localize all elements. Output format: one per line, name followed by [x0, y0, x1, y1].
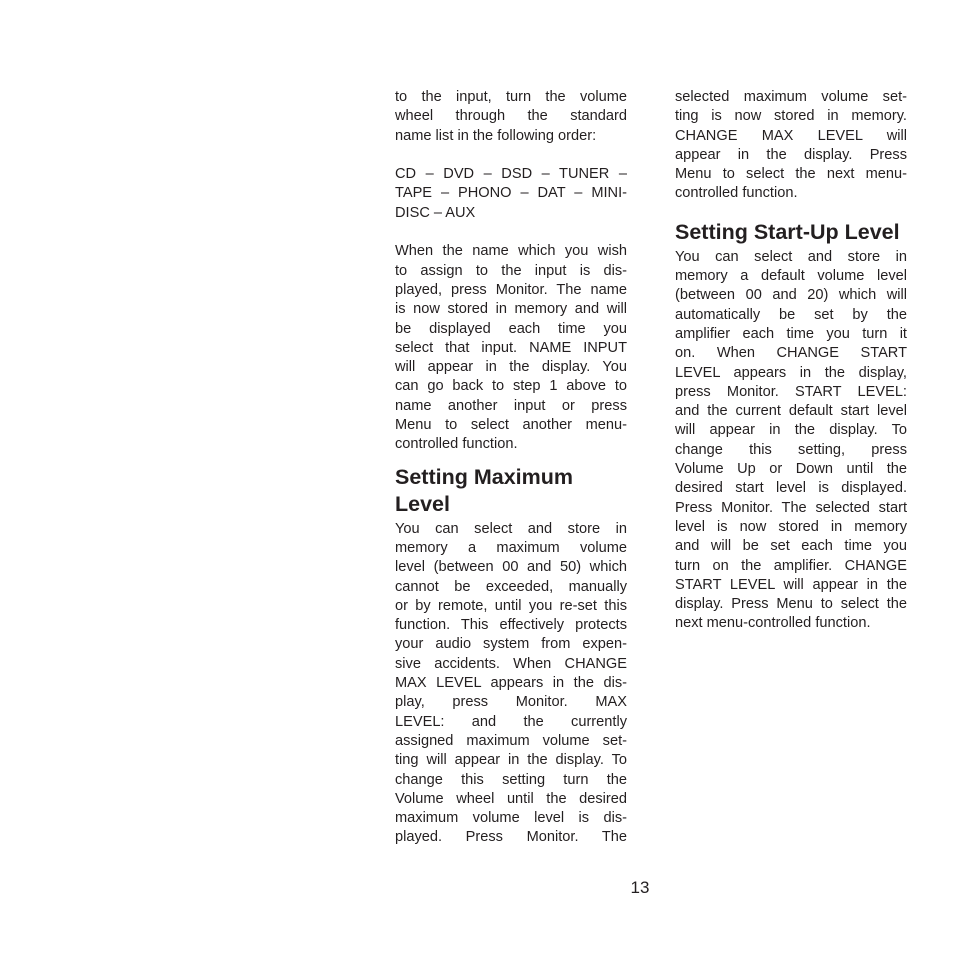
text-line: change this setting turn the — [395, 771, 627, 788]
paragraph-start-up-level — [675, 248, 907, 634]
page-number: 13 — [630, 878, 650, 897]
text-line: wheel through the standard — [395, 108, 627, 125]
text-line: Volume wheel until the desired — [395, 790, 627, 807]
text-line: level is now stored in memory — [675, 518, 907, 535]
text-line: CD – DVD – DSD – TUNER – — [395, 166, 627, 183]
text-line: is now stored in memory and will — [395, 301, 627, 318]
text-line: memory a maximum volume — [395, 539, 627, 556]
text-line: function. This effectively protects — [395, 617, 627, 634]
text-line: Menu to select the next menu- — [675, 166, 907, 183]
right-column — [675, 88, 907, 634]
text-line: or by remote, until you re-set this — [395, 597, 627, 614]
paragraph-maximum-level — [395, 520, 627, 848]
text-line: level (between 00 and 50) which — [395, 559, 627, 576]
text-line: play, press Monitor. MAX — [395, 694, 627, 711]
text-line: to assign to the input is dis- — [395, 262, 627, 279]
text-line: Press Monitor. The selected start — [675, 499, 907, 516]
text-line: Volume Up or Down until the — [675, 461, 907, 478]
text-line: next menu-controlled function. — [675, 615, 871, 632]
text-line: display. Press Menu to select the — [675, 596, 907, 613]
text-line: CHANGE MAX LEVEL will — [675, 127, 907, 144]
text-line: name list in the following order: — [395, 127, 597, 144]
text-line: desired start level is displayed. — [675, 480, 907, 497]
text-line: and the current default start level — [675, 403, 907, 420]
paragraph-name-list — [395, 165, 627, 223]
text-line: be displayed each time you — [395, 320, 627, 337]
text-line: LEVEL: and the currently — [395, 713, 627, 730]
text-line: memory a default volume level — [675, 268, 907, 285]
text-line: automatically be set by the — [675, 306, 907, 323]
text-line: Menu to select another menu- — [395, 417, 627, 434]
text-line: name another input or press — [395, 397, 627, 414]
text-line: amplifier each time you turn it — [675, 325, 907, 342]
text-line: can go back to step 1 above to — [395, 378, 627, 395]
text-line: press Monitor. START LEVEL: — [675, 383, 907, 400]
text-line: controlled function. — [675, 185, 798, 202]
text-line: on. When CHANGE START — [675, 345, 907, 362]
paragraph-name-list-intro — [395, 88, 627, 146]
text-line: select that input. NAME INPUT — [395, 339, 627, 356]
text-line: will appear in the display. To — [675, 422, 907, 439]
text-line: You can select and store in — [395, 520, 627, 537]
left-column — [395, 88, 627, 848]
text-line: played. Press Monitor. The — [395, 829, 627, 846]
text-line: will appear in the display. You — [395, 359, 627, 376]
paragraph-name-assign — [395, 242, 627, 454]
text-line: appear in the display. Press — [675, 146, 907, 163]
heading-setting-start-up-level: Setting Start-Up Level — [675, 219, 900, 244]
heading-line: Setting Maximum — [395, 464, 573, 489]
text-line: You can select and store in — [675, 248, 907, 265]
paragraph-gap — [395, 223, 627, 242]
text-line: selected maximum volume set- — [675, 89, 907, 105]
text-line: cannot be exceeded, manually — [395, 578, 627, 595]
text-line: START LEVEL will appear in the — [675, 576, 907, 593]
text-line: change this setting, press — [675, 441, 907, 458]
text-line: MAX LEVEL appears in the dis- — [395, 675, 627, 692]
heading-setting-maximum-level — [395, 464, 627, 518]
text-line: (between 00 and 20) which will — [675, 287, 907, 304]
text-line: assigned maximum volume set- — [395, 732, 627, 749]
text-line: turn on the amplifier. CHANGE — [675, 557, 907, 574]
text-line: ting is now stored in memory. — [675, 108, 907, 125]
text-line: ting will appear in the display. To — [395, 752, 627, 769]
text-line: maximum volume level is dis- — [395, 810, 627, 827]
text-line: your audio system from expen- — [395, 636, 627, 653]
text-line: TAPE – PHONO – DAT – MINI- — [395, 185, 627, 202]
text-line: and will be set each time you — [675, 538, 907, 555]
paragraph-maximum-level-continued — [675, 88, 907, 204]
heading-line: Level — [395, 491, 450, 516]
paragraph-gap — [395, 146, 627, 165]
text-line: LEVEL appears in the display, — [675, 364, 907, 381]
text-line: played, press Monitor. The name — [395, 281, 627, 298]
text-line: DISC – AUX — [395, 204, 476, 221]
text-line: to the input, turn the volume — [395, 89, 627, 105]
text-line: sive accidents. When CHANGE — [395, 655, 627, 672]
text-line: When the name which you wish — [395, 243, 627, 260]
text-line: controlled function. — [395, 436, 518, 453]
